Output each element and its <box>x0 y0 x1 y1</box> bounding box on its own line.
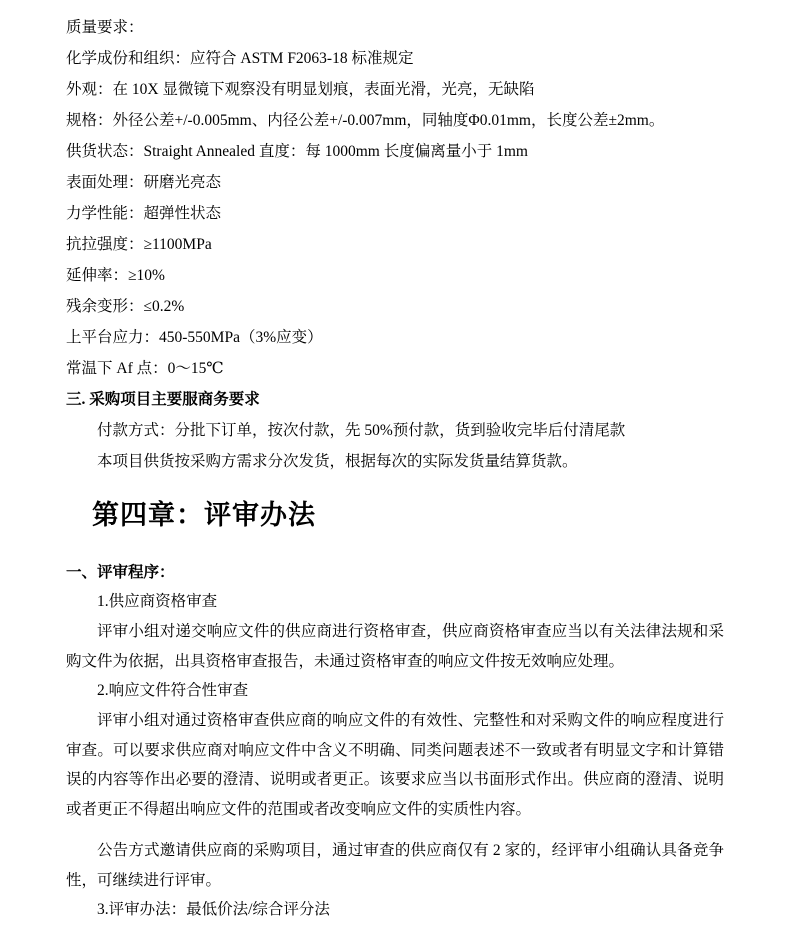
spec-line-appearance: 外观：在 10X 显微镜下观察没有明显划痕，表面光滑，光亮，无缺陷 <box>66 81 535 98</box>
spec-line-elongation: 延伸率：≥10% <box>66 267 165 284</box>
spec-line-surface: 表面处理：研磨光亮态 <box>66 174 222 191</box>
chapter-heading: 第四章：评审办法 <box>92 500 316 530</box>
review-item-1-paragraph: 评审小组对递交响应文件的供应商进行资格审查，供应商资格审查应当以有关法律法规和采购文件为依据，出具资格审查报告，未通过资格审查的响应文件按无效响应处理。 <box>66 623 724 670</box>
review-section <box>66 559 724 925</box>
review-competition-paragraph: 公告方式邀请供应商的采购项目，通过审查的供应商仅有 2 家的，经评审小组确认具备竞争性，可继续进行评审。 <box>66 842 724 889</box>
spec-line-mechanical: 力学性能：超弹性状态 <box>66 205 222 222</box>
commerce-delivery-line: 本项目供货按采购方需求分次发货，根据每次的实际发货量结算货款。 <box>97 453 578 470</box>
review-item-3-title: 3.评审办法：最低价法/综合评分法 <box>97 901 330 918</box>
commerce-section-heading: 三. 采购项目主要服商务要求 <box>66 391 260 408</box>
review-procedure-heading: 一、评审程序： <box>66 564 175 581</box>
quality-specs-section <box>66 12 724 384</box>
commerce-section <box>66 384 724 477</box>
review-item-1-title: 1.供应商资格审查 <box>97 593 218 610</box>
review-item-2-paragraph: 评审小组对通过资格审查供应商的响应文件的有效性、完整性和对采购文件的响应程度进行审查。可以要求供应商对响应文件中含义不明确、同类问题表述不一致或者有明显文字和计算错误的内容等作出必要的澄清、说明或者更正。该要求应当以书面形式作出。供应商的澄清、说明或者更正不得超出响应文件的范围或者改变响应文件的实质性内容。 <box>66 712 724 818</box>
spec-line-plateau-stress: 上平台应力：450-550MPa（3%应变） <box>66 329 323 346</box>
review-item-2-title: 2.响应文件符合性审查 <box>97 682 249 699</box>
commerce-payment-line: 付款方式：分批下订单，按次付款，先 50%预付款，货到验收完毕后付清尾款 <box>97 422 626 439</box>
spec-line-tensile: 抗拉强度：≥1100MPa <box>66 236 212 253</box>
spec-line-residual: 残余变形：≤0.2% <box>66 298 185 315</box>
quality-specs-title: 质量要求： <box>66 19 144 36</box>
spec-line-chemistry: 化学成份和组织：应符合 ASTM F2063-18 标准规定 <box>66 50 414 67</box>
spec-line-af-point: 常温下 Af 点：0～15℃ <box>66 360 224 377</box>
spec-line-dimensions: 规格：外径公差+/-0.005mm、内径公差+/-0.007mm，同轴度Φ0.01mm，长度公差±2mm。 <box>66 112 665 129</box>
spec-line-supply-condition: 供货状态：Straight Annealed 直度：每 1000mm 长度偏离量小于 1mm <box>66 143 528 160</box>
